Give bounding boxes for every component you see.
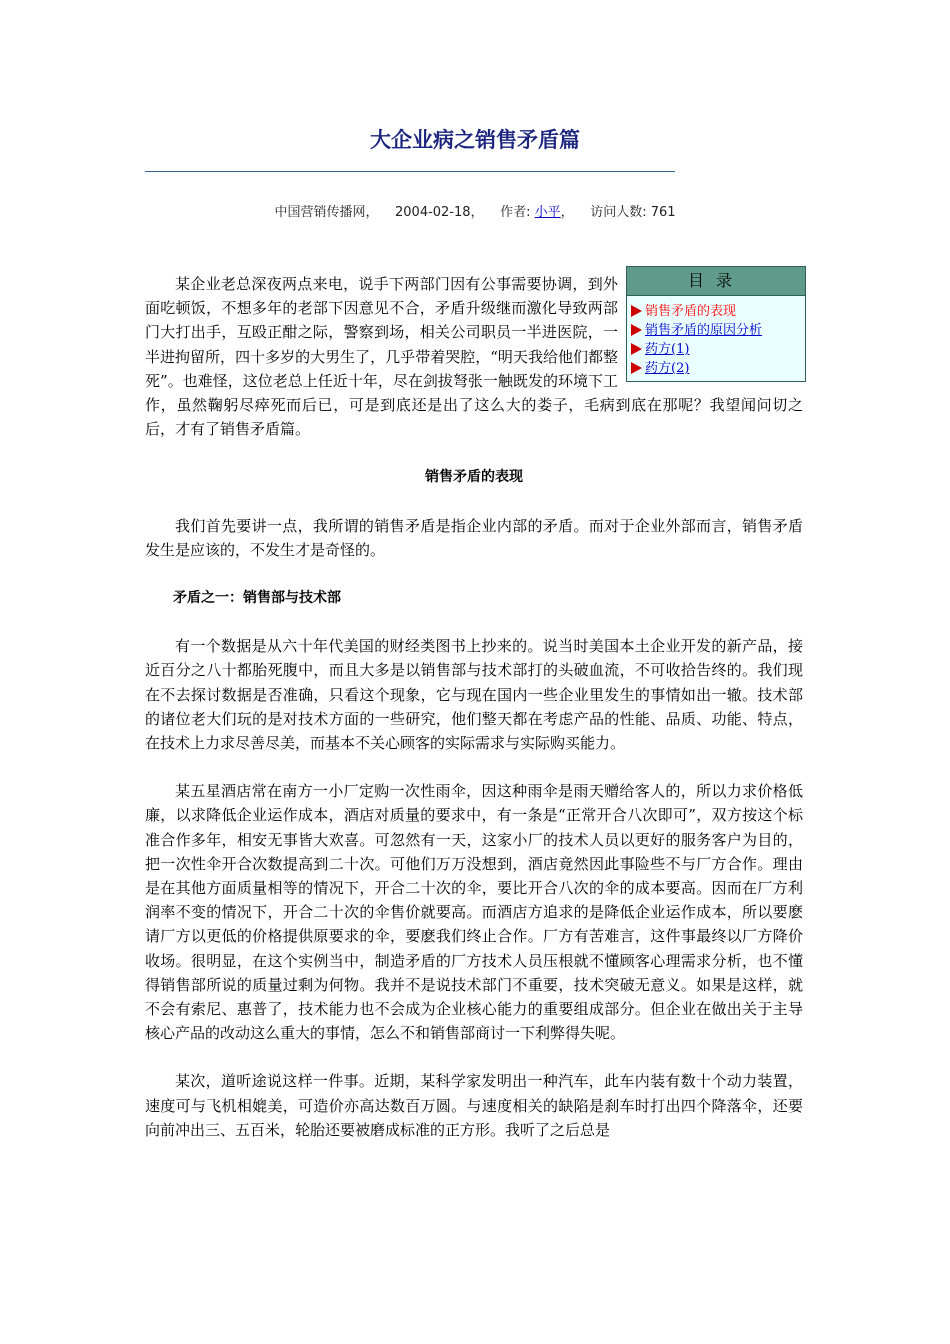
body-paragraph: 我们首先要讲一点，我所谓的销售矛盾是指企业内部的矛盾。而对于企业外部而言，销售矛盾发生是应该的，不发生才是奇怪的。 — [145, 516, 803, 559]
toc-heading: 目录 — [627, 267, 805, 296]
section-heading: 销售矛盾的表现 — [425, 469, 523, 486]
meta-separator: ， — [560, 205, 574, 220]
title-divider — [145, 171, 675, 172]
meta-visits-count: 761 — [650, 205, 676, 220]
meta-author-label: 作者: — [500, 205, 531, 220]
author-link[interactable]: 小平 — [534, 205, 561, 220]
red-arrow-icon — [631, 324, 642, 336]
toc-list — [627, 296, 805, 378]
body-paragraph: 某次，道听途说这样一件事。近期，某科学家发明出一种汽车，此车内装有数十个动力装置，速度可与飞机相媲美，可造价亦高达数百万圆。与速度相关的缺陷是刹车时打出四个降落伞，还要向前冲出三、五百米，轮胎还要被磨成标准的正方形。我听了之后总是 — [145, 1072, 803, 1139]
body-paragraph: 某五星酒店常在南方一小厂定购一次性雨伞，因这种雨伞是雨天赠给客人的，所以力求价格低廉，以求降低企业运作成本，酒店对质量的要求中，有一条是“正常开合八次即可”，双方按这个标准合作多年，相安无事皆大欢喜。可忽然有一天，这家小厂的技术人员以更好的服务客户为目的，把一次性伞开合次数提高到二十次。可他们万万没想到，酒店竟然因此事险些不与厂方合作。理由是在其他方面质量相等的情况下，开合二十次的伞，要比开合八次的伞的成本要高。因而在厂方利润率不变的情况下，开合二十次的伞售价就要高。而酒店方追求的是降低企业运作成本，所以要麽请厂方以更低的价格提供原要求的伞，要麽我们终止合作。厂方有苦难言，这件事最终以厂方降价收场。很明显，在这个实例当中，制造矛盾的厂方技术人员压根就不懂顾客心理需求分析，也不懂得销售部所说的质量过剩为何物。我并不是说技术部门不重要，技术突破无意义。如果是这样，就不会有索尼、惠普了，技术能力也不会成为企业核心能力的重要组成部分。但企业在做出关于主导核心产品的改动这么重大的事情，怎么不和销售部商讨一下利弊得失呢。 — [145, 782, 803, 1043]
article-body — [145, 272, 803, 1142]
toc-link[interactable]: 药方(1) — [645, 342, 690, 357]
red-arrow-icon — [631, 305, 642, 317]
meta-visits-label: 访问人数: — [590, 205, 647, 220]
red-arrow-icon — [631, 362, 642, 374]
article-title: 大企业病之销售矛盾篇 — [370, 128, 580, 152]
toc-item — [631, 321, 805, 340]
red-arrow-icon — [631, 343, 642, 355]
body-paragraph: 有一个数据是从六十年代美国的财经类图书上抄来的。说当时美国本土企业开发的新产品，接近百分之八十都胎死腹中，而且大多是以销售部与技术部打的头破血流，不可收拾告终的。我们现在不去探讨数据是否准确，只看这个现象，它与现在国内一些企业里发生的事情如出一辙。技术部的诸位老大们玩的是对技术方面的一些研究，他们整天都在考虑产品的性能、品质、功能、特点，在技术上力求尽善尽美，而基本不关心顾客的实际需求与实际购买能力。 — [145, 637, 803, 753]
toc-item — [631, 302, 805, 321]
toc-item — [631, 340, 805, 359]
meta-date: 2004-02-18， — [395, 205, 484, 220]
toc-item — [631, 359, 805, 378]
subsection-heading: 矛盾之一：销售部与技术部 — [173, 590, 341, 607]
toc-link[interactable]: 药方(2) — [645, 361, 690, 376]
meta-source: 中国营销传播网， — [274, 205, 379, 220]
table-of-contents — [626, 266, 806, 382]
toc-link-current[interactable]: 销售矛盾的表现 — [645, 304, 737, 319]
toc-link[interactable]: 销售矛盾的原因分析 — [645, 323, 763, 338]
article-meta — [0, 201, 950, 220]
intro-paragraph: 某企业老总深夜两点来电，说手下两部门因有公事需要协调，到外面吃顿饭，不想多年的老部下因意见不合，矛盾升级继而激化导致两部门大打出手，互殴正酣之际，警察到场，相关公司职员一半进医院，一半进拘留所，四十多岁的大男生了，几乎带着哭腔，“明天我给他们都整死”。也难怪，这位老总上任近十年，尽在剑拔弩张一触既发的环境下工作，虽然鞠躬尽瘁死而后已，可是到底还是出了这么大的娄子，毛病到底在那呢？我望闻问切之后，才有了销售矛盾篇。 — [145, 275, 803, 439]
